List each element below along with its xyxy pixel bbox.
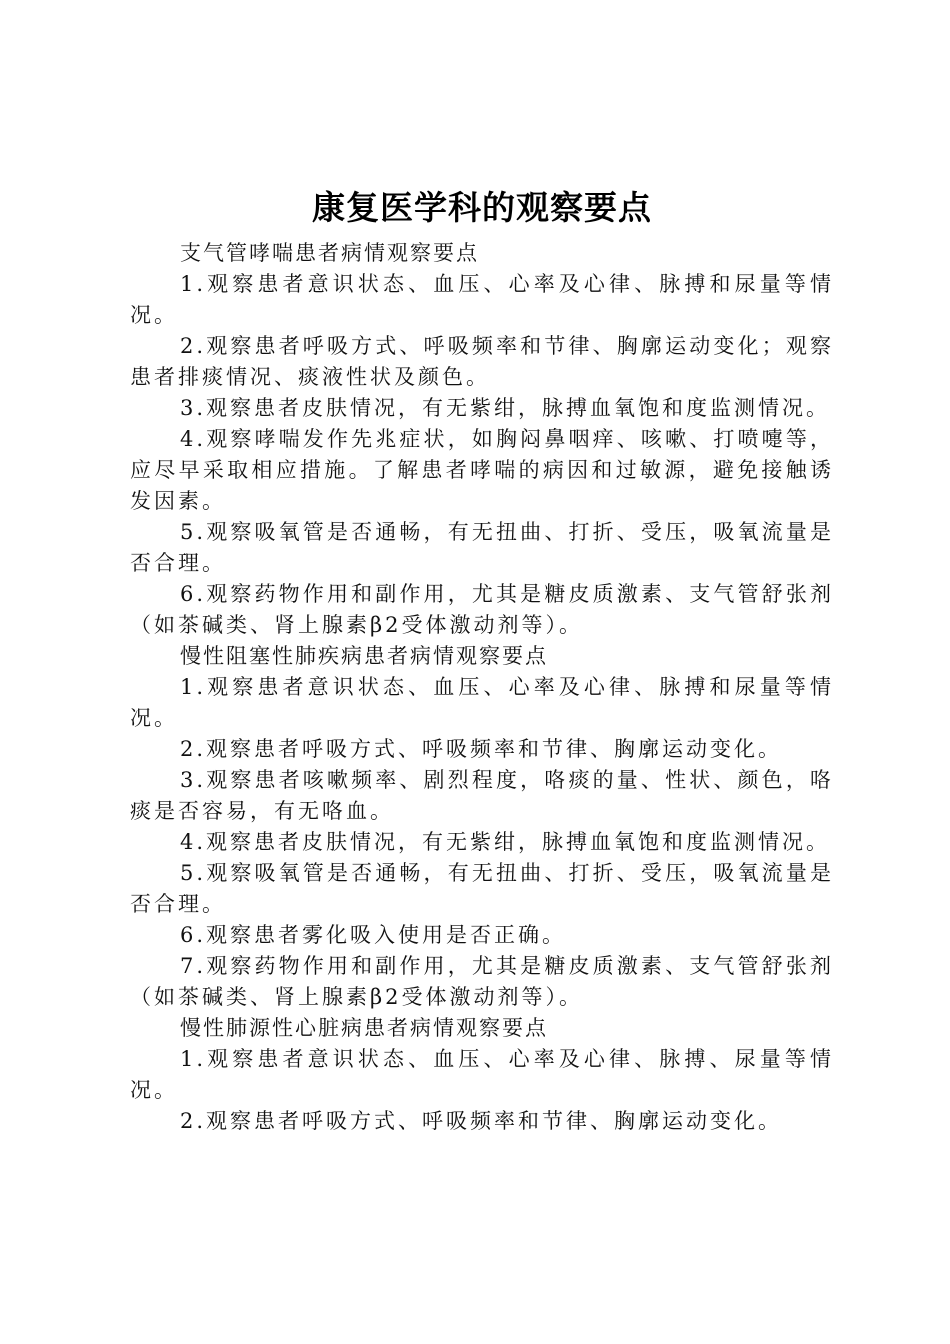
list-item: 6.观察药物作用和副作用，尤其是糖皮质激素、支气管舒张剂（如茶碱类、肾上腺素β2受体激动剂等）。 — [130, 582, 834, 637]
document-title: 康复医学科的观察要点 — [312, 188, 652, 227]
list-item: 5.观察吸氧管是否通畅，有无扭曲、打折、受压，吸氧流量是否合理。 — [130, 520, 834, 575]
section-heading: 支气管哮喘患者病情观察要点 — [180, 241, 479, 265]
list-item: 1.观察患者意识状态、血压、心率及心律、脉搏、尿量等情况。 — [130, 1047, 834, 1102]
list-item: 2.观察患者呼吸方式、呼吸频率和节律、胸廓运动变化。 — [180, 737, 783, 761]
list-item: 3.观察患者皮肤情况，有无紫绀，脉搏血氧饱和度监测情况。 — [180, 396, 831, 420]
section-heading: 慢性肺源性心脏病患者病情观察要点 — [180, 1016, 548, 1040]
list-item: 6.观察患者雾化吸入使用是否正确。 — [180, 923, 567, 947]
list-item: 4.观察患者皮肤情况，有无紫绀，脉搏血氧饱和度监测情况。 — [180, 830, 831, 854]
list-item: 4.观察哮喘发作先兆症状，如胸闷鼻咽痒、咳嗽、打喷嚏等，应尽早采取相应措施。了解患者哮喘的病因和过敏源，避免接触诱发因素。 — [130, 427, 834, 513]
list-item: 2.观察患者呼吸方式、呼吸频率和节律、胸廓运动变化；观察患者排痰情况、痰液性状及颜色。 — [130, 334, 834, 389]
list-item: 1.观察患者意识状态、血压、心率及心律、脉搏和尿量等情况。 — [130, 675, 834, 730]
list-item: 2.观察患者呼吸方式、呼吸频率和节律、胸廓运动变化。 — [180, 1109, 783, 1133]
list-item: 5.观察吸氧管是否通畅，有无扭曲、打折、受压，吸氧流量是否合理。 — [130, 861, 834, 916]
list-item: 7.观察药物作用和副作用，尤其是糖皮质激素、支气管舒张剂（如茶碱类、肾上腺素β2受体激动剂等）。 — [130, 954, 834, 1009]
document-page — [130, 180, 834, 1137]
list-item: 1.观察患者意识状态、血压、心率及心律、脉搏和尿量等情况。 — [130, 272, 834, 327]
section-heading: 慢性阻塞性肺疾病患者病情观察要点 — [180, 644, 548, 668]
list-item: 3.观察患者咳嗽频率、剧烈程度，咯痰的量、性状、颜色，咯痰是否容易，有无咯血。 — [130, 768, 834, 823]
